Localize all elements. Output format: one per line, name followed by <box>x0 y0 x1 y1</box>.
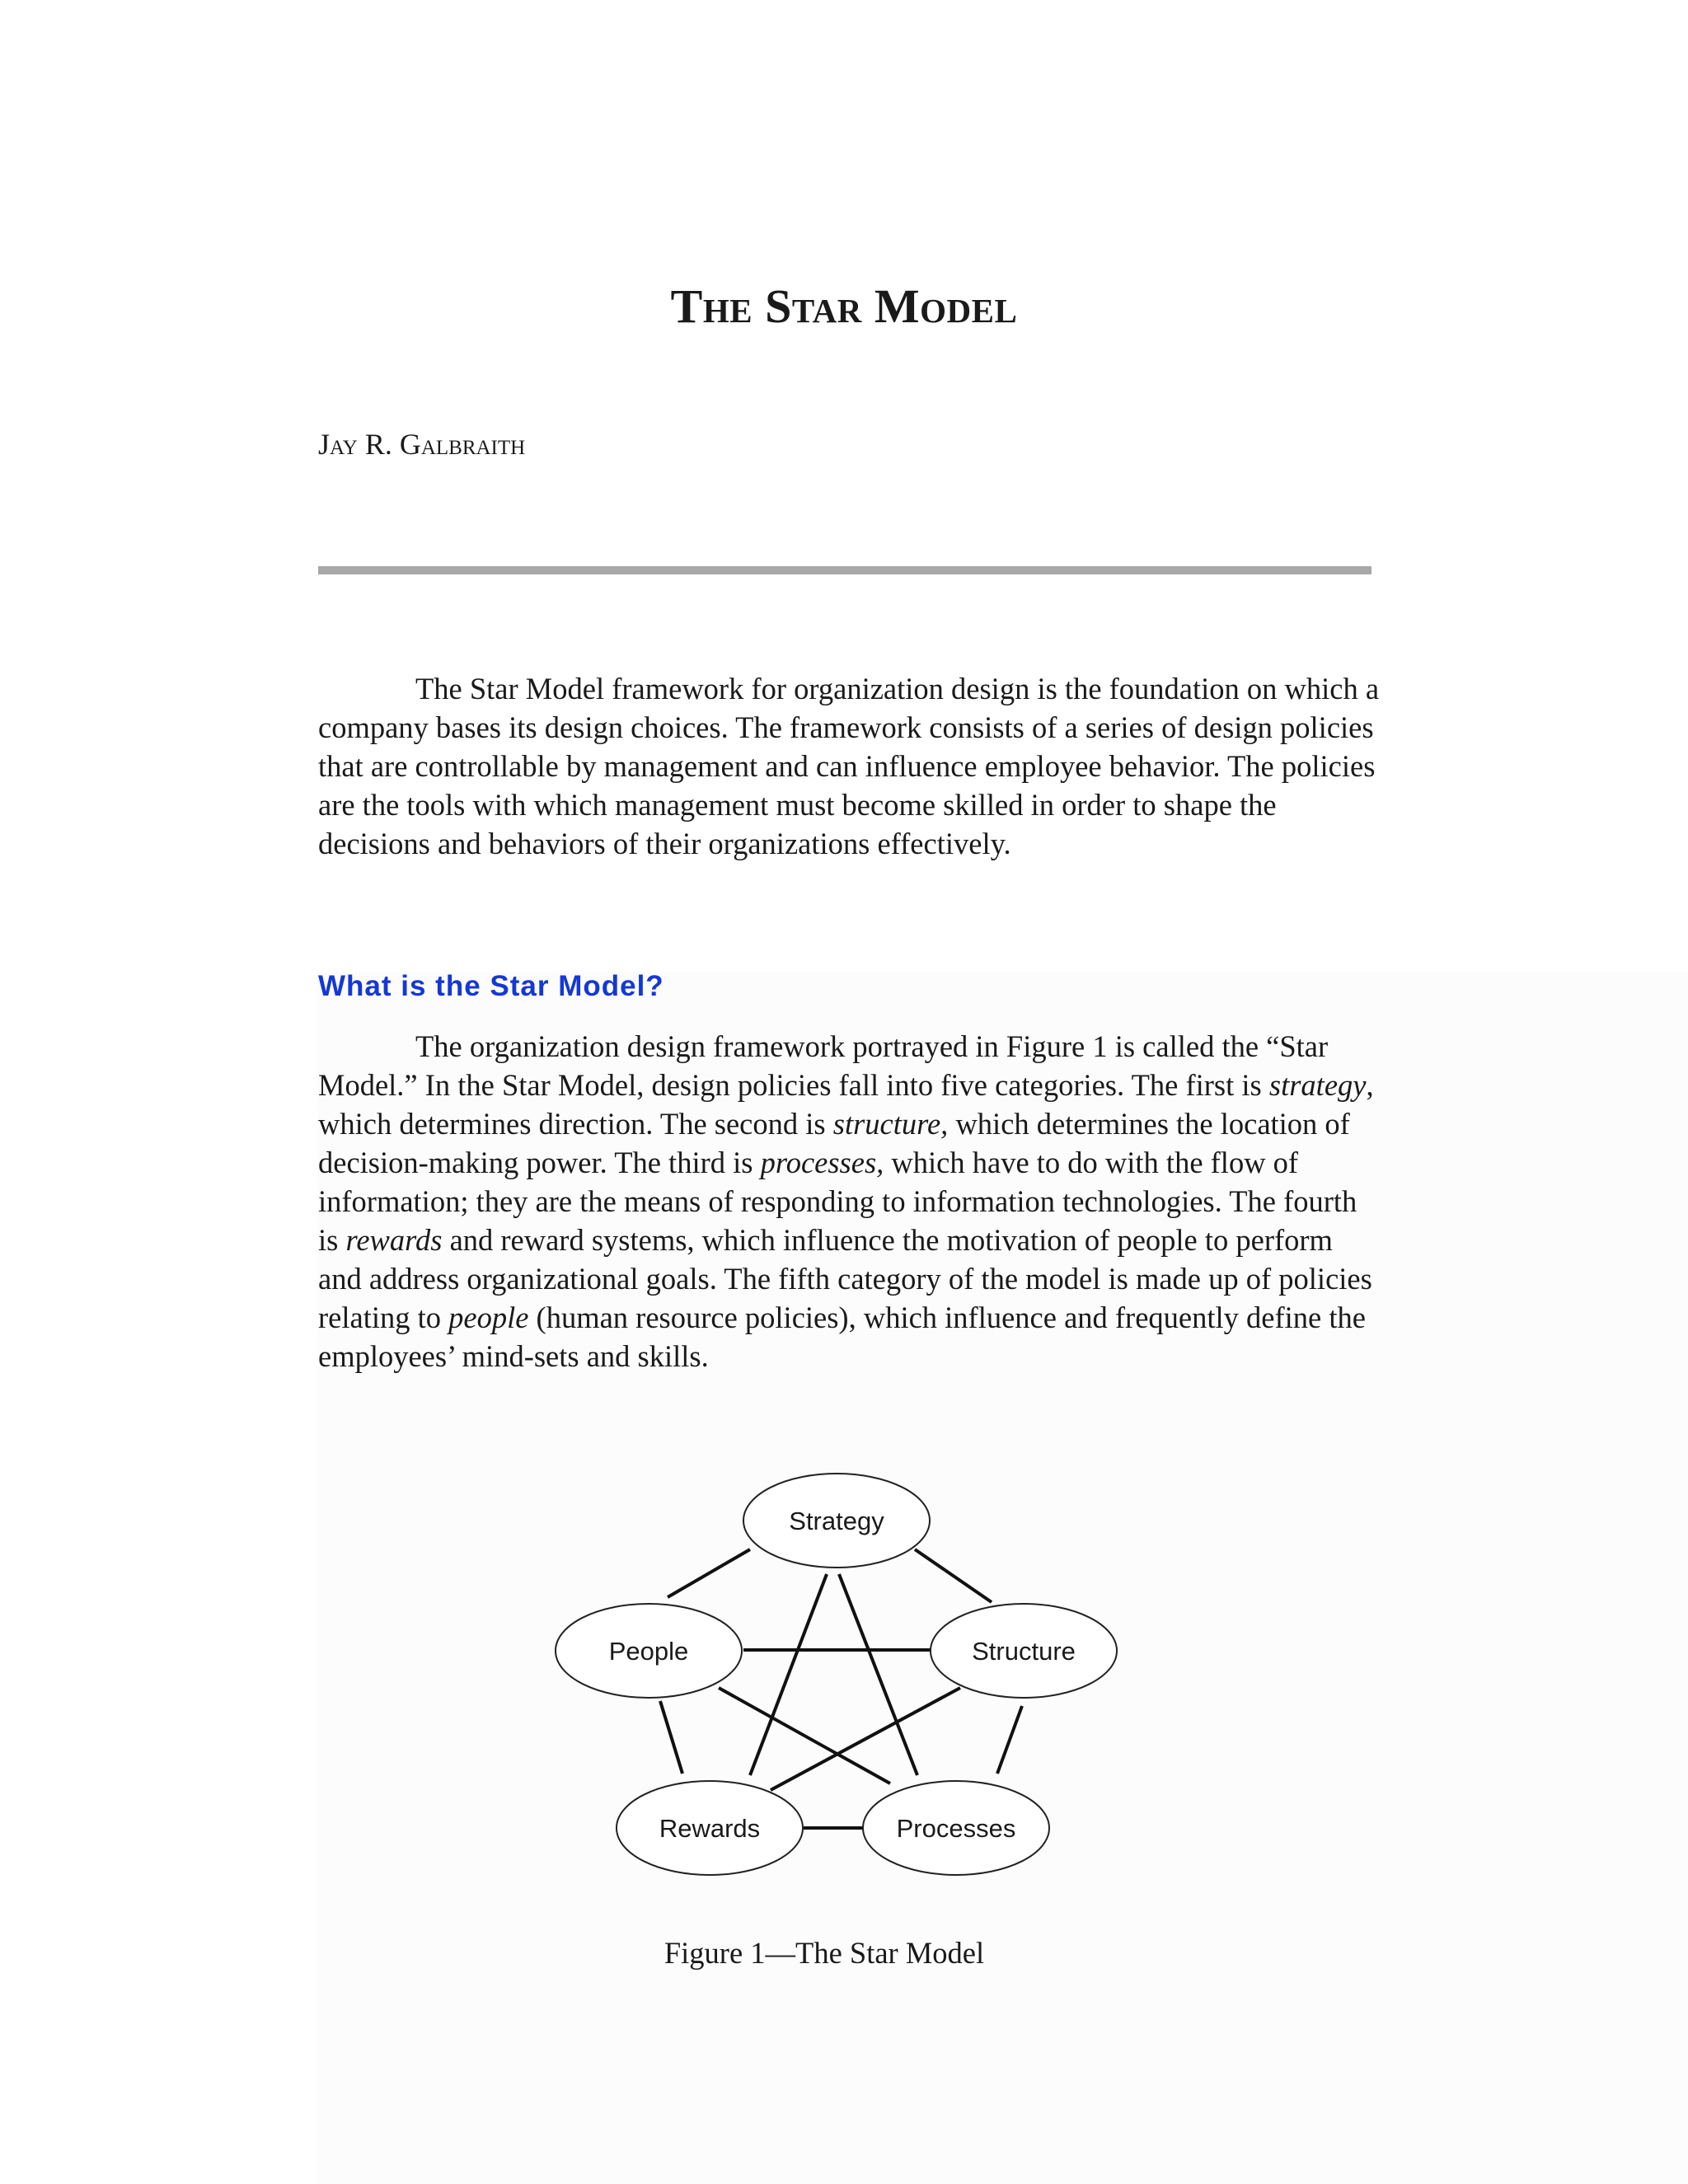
body-text-e: and reward systems, which influence the motivation of people to perform and address organizational goals. The fifth category of the model is made up of policies relating to <box>318 1223 1372 1334</box>
term-structure: structure, <box>832 1107 949 1141</box>
body-text-f: (human resource policies), which influence and frequently define the employees’ mind-sets and skills. <box>318 1301 1366 1373</box>
edge-strategy-rewards <box>750 1574 827 1775</box>
edge-strategy-people <box>668 1549 750 1597</box>
label-structure: Structure <box>972 1637 1076 1666</box>
body-text-b: , which determines direction. The second is <box>318 1068 1374 1141</box>
label-processes: Processes <box>896 1814 1016 1843</box>
intro-paragraph <box>318 669 1381 863</box>
term-rewards: rewards <box>345 1223 443 1257</box>
edge-structure-rewards <box>771 1688 960 1790</box>
document-title: The Star Model <box>670 279 1018 333</box>
title-divider <box>318 566 1372 574</box>
figure-caption: Figure 1—The Star Model <box>663 1936 985 1970</box>
edge-strategy-structure <box>915 1549 992 1602</box>
body-paragraph <box>318 1027 1381 1376</box>
edge-structure-processes <box>997 1706 1022 1774</box>
body-text-c: which determines the location of decision-making power. The third is <box>318 1107 1350 1179</box>
star-model-diagram <box>544 1467 1137 1896</box>
label-strategy: Strategy <box>789 1507 884 1535</box>
intro-text: The Star Model framework for organization design is the foundation on which a company bases its design choices. The framework consists of a series of design policies that are controllable by management and can influence employee behavior. The policies are the tools with which management must become skilled in order to shape the decisions and behaviors of their organizations effectively. <box>318 672 1380 860</box>
term-people: people <box>448 1301 529 1334</box>
label-rewards: Rewards <box>659 1814 761 1843</box>
edge-rewards-people <box>660 1701 682 1774</box>
section-heading: What is the Star Model? <box>318 970 664 1002</box>
star-model-svg <box>544 1467 1137 1896</box>
term-strategy: strategy <box>1268 1068 1367 1102</box>
label-people: People <box>608 1637 689 1666</box>
author-name: Jay R. Galbraith <box>318 428 526 461</box>
body-text-a: The organization design framework portrayed in Figure 1 is called the “Star Model.” In the Star Model, design policies fall into five categories. The first is <box>318 1029 1329 1102</box>
term-processes: processes, <box>760 1146 884 1179</box>
body-text-d: which have to do with the flow of information; they are the means of responding to information technologies. The fourth is <box>318 1146 1357 1257</box>
edge-people-processes <box>719 1688 890 1783</box>
